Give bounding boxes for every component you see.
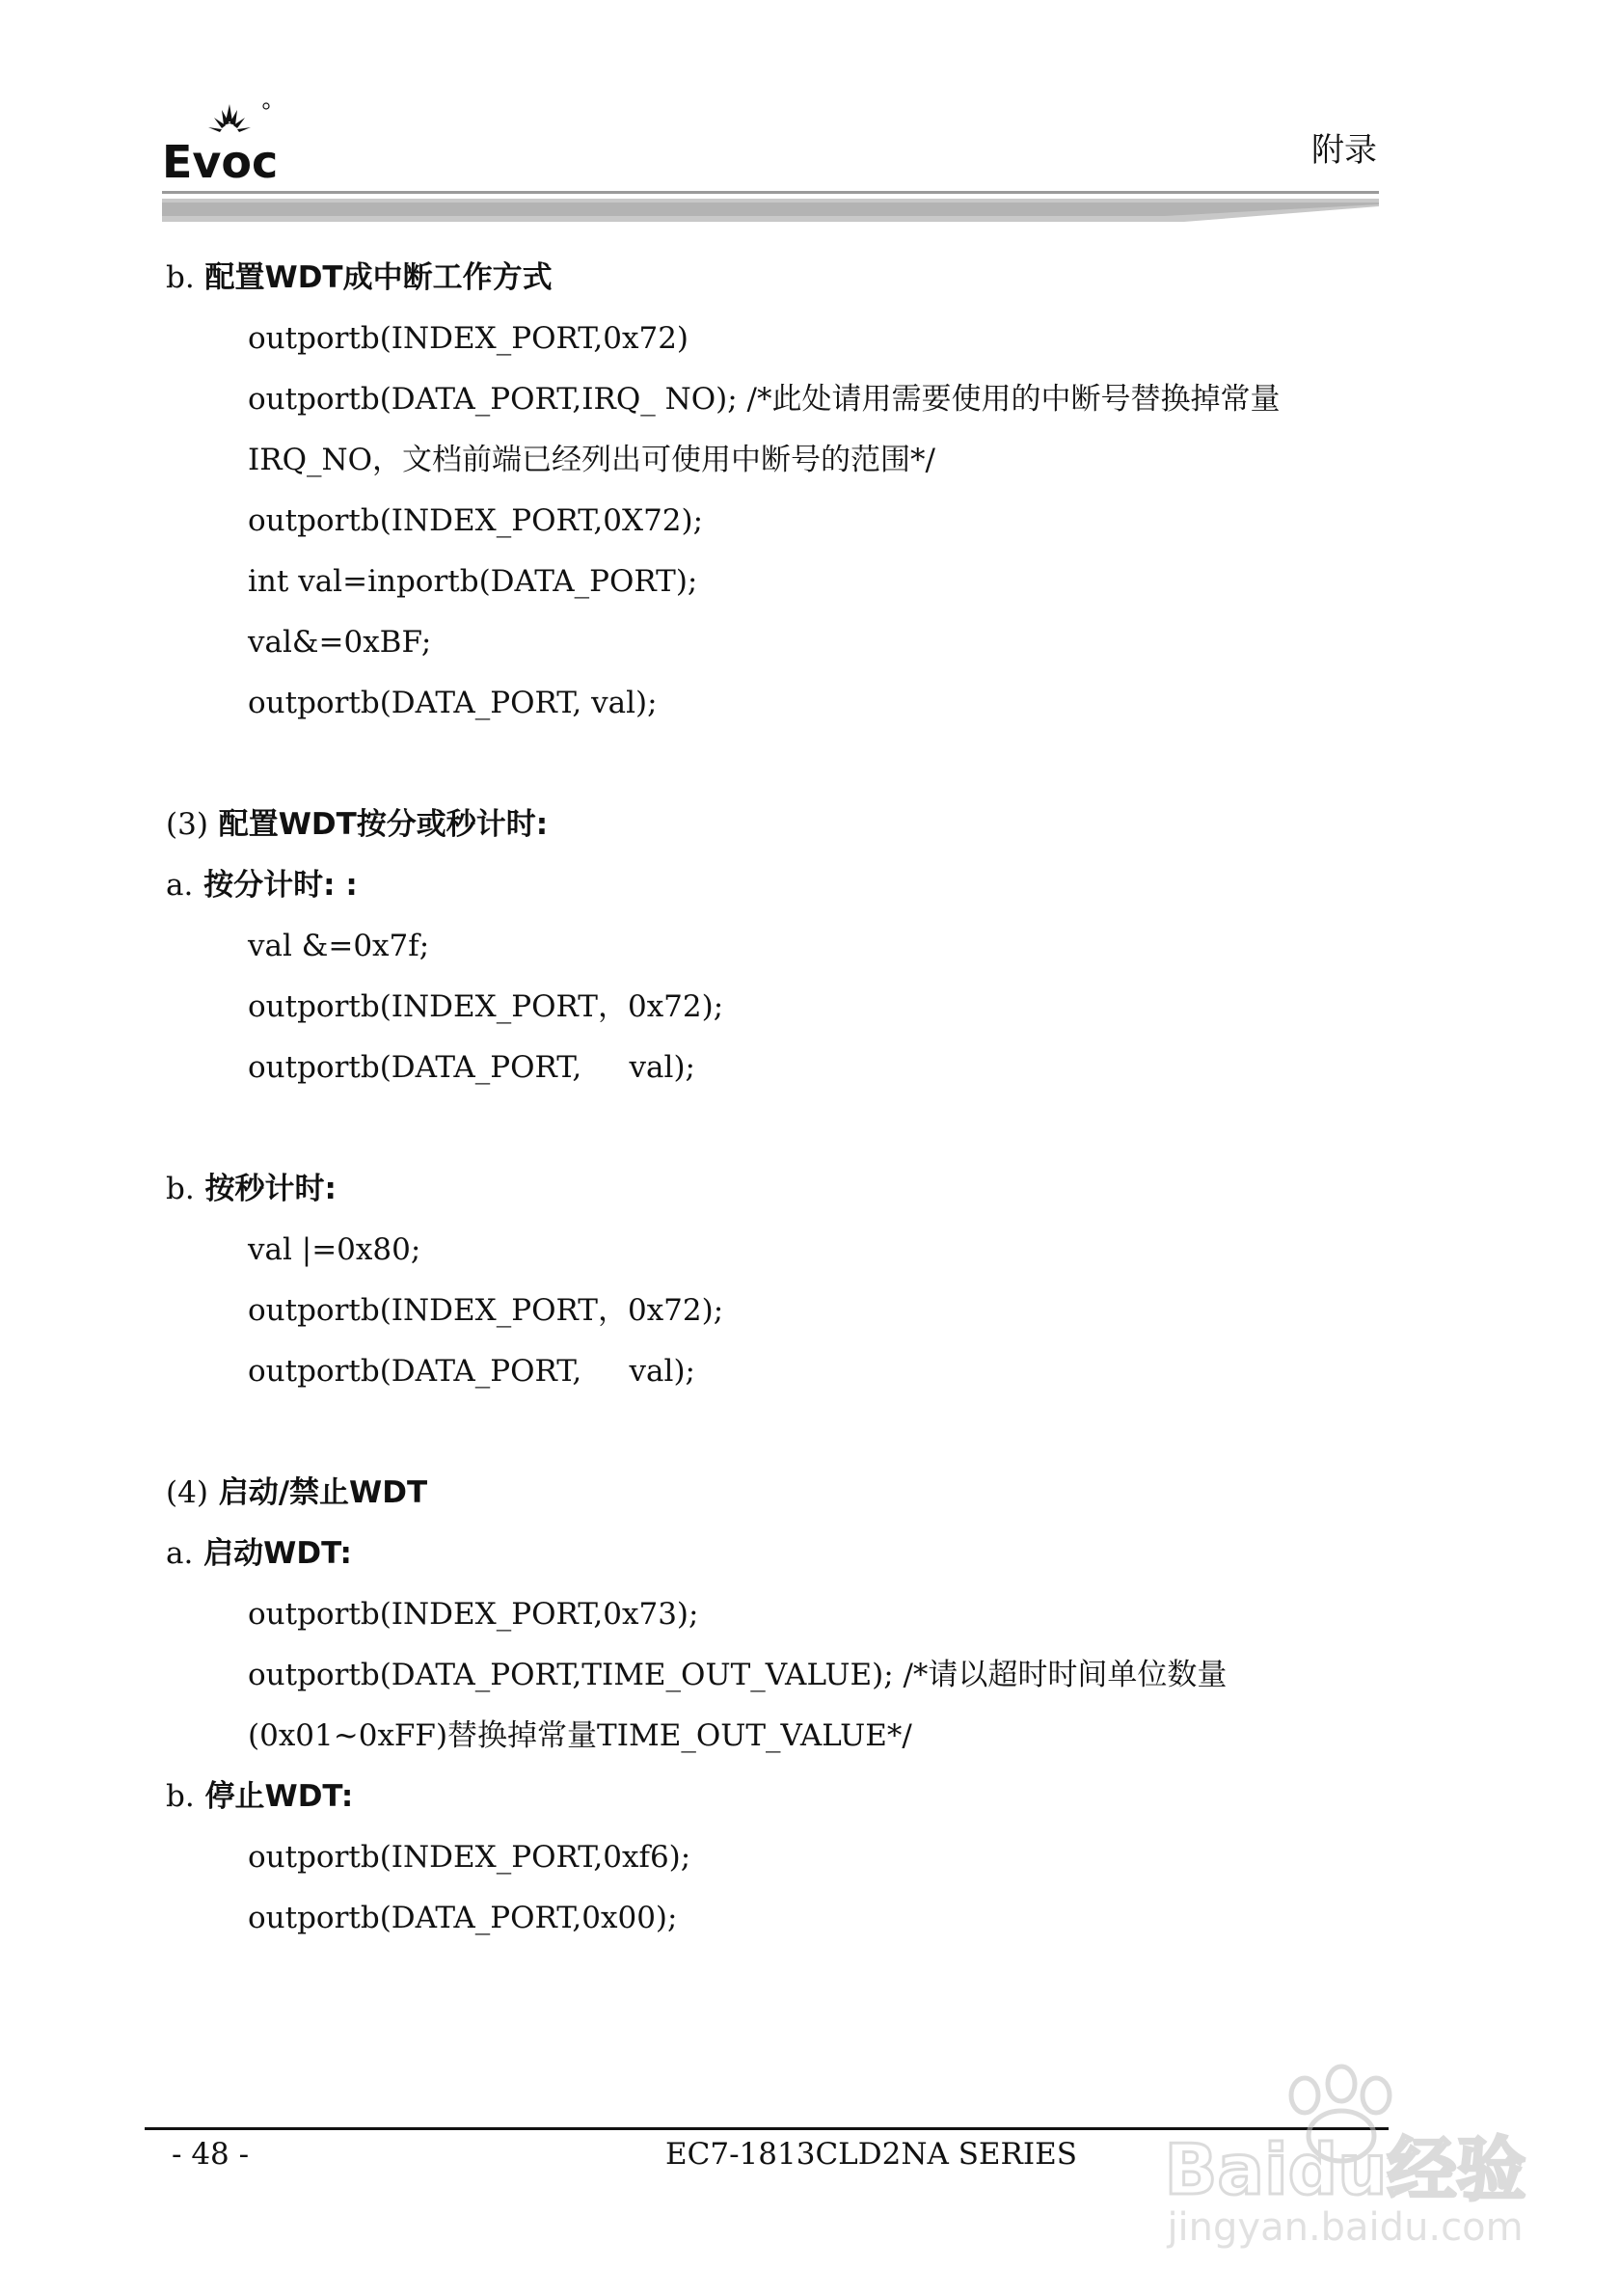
code-line: outportb(DATA_PORT,IRQ_ NO); /*此处请用需要使用的中断号替换掉常量	[248, 382, 1281, 417]
line-label: a.	[166, 868, 194, 903]
baidu-watermark	[1152, 2059, 1538, 2252]
code-line: outportb(DATA_PORT,0x00);	[248, 1901, 678, 1935]
code-line: outportb(INDEX_PORT,0xf6);	[248, 1840, 691, 1875]
code-line: outportb(INDEX_PORT,0x72)	[248, 321, 689, 356]
code-line: outportb(INDEX_PORT,0X72);	[248, 503, 704, 538]
line-text: 配置WDT成中断工作方式	[204, 260, 553, 295]
line-text: 启动WDT:	[203, 1536, 352, 1571]
line-label: (4)	[166, 1475, 208, 1510]
line-text: 按分计时: :	[203, 868, 358, 903]
baidu-paw-logo	[1152, 2059, 1538, 2203]
code-line: val &=0x7f;	[248, 929, 430, 963]
evoc-logo	[162, 96, 280, 183]
code-line: outportb(DATA_PORT,TIME_OUT_VALUE); /*请以超时时间单位数量	[248, 1658, 1228, 1692]
footer-series: EC7-1813CLD2NA SERIES	[665, 2137, 1078, 2172]
heading-line	[166, 1534, 352, 1573]
line-label: b.	[166, 1779, 195, 1814]
section-title: 附录	[1311, 131, 1377, 170]
heading-line	[166, 1777, 353, 1816]
code-line: val |=0x80;	[248, 1232, 421, 1267]
heading-line	[166, 258, 553, 297]
code-line: outportb(INDEX_PORT，0x72);	[248, 1293, 724, 1328]
code-line: int val=inportb(DATA_PORT);	[248, 564, 698, 599]
page-number: - 48 -	[172, 2137, 250, 2172]
code-line: outportb(DATA_PORT, val);	[248, 1050, 695, 1085]
heading-line	[166, 1473, 427, 1512]
heading-line	[166, 805, 548, 844]
line-label: b.	[166, 1172, 195, 1206]
line-label: a.	[166, 1536, 194, 1571]
line-text: 配置WDT按分或秒计时:	[218, 807, 549, 842]
code-line: outportb(INDEX_PORT,0x73);	[248, 1597, 699, 1632]
svg-text:Evoc: Evoc	[162, 136, 279, 183]
code-line: outportb(DATA_PORT, val);	[248, 1354, 695, 1389]
heading-line	[166, 1170, 337, 1208]
code-line: val&=0xBF;	[248, 625, 432, 660]
svg-text:Baidu经验: Baidu经验	[1164, 2129, 1526, 2203]
code-line: outportb(INDEX_PORT，0x72);	[248, 989, 724, 1024]
header-rule	[162, 189, 1379, 228]
code-line: (0x01~0xFF)替换掉常量TIME_OUT_VALUE*/	[248, 1718, 912, 1753]
line-label: b.	[166, 260, 195, 295]
heading-line	[166, 866, 358, 905]
code-line: outportb(DATA_PORT, val);	[248, 686, 658, 720]
watermark-url: jingyan.baidu.com	[1167, 2205, 1524, 2250]
line-text: 启动/禁止WDT	[218, 1475, 428, 1510]
line-text: 按秒计时:	[204, 1172, 337, 1206]
code-line: IRQ_NO，文档前端已经列出可使用中断号的范围*/	[248, 443, 935, 477]
line-label: (3)	[166, 807, 208, 842]
line-text: 停止WDT:	[204, 1779, 354, 1814]
